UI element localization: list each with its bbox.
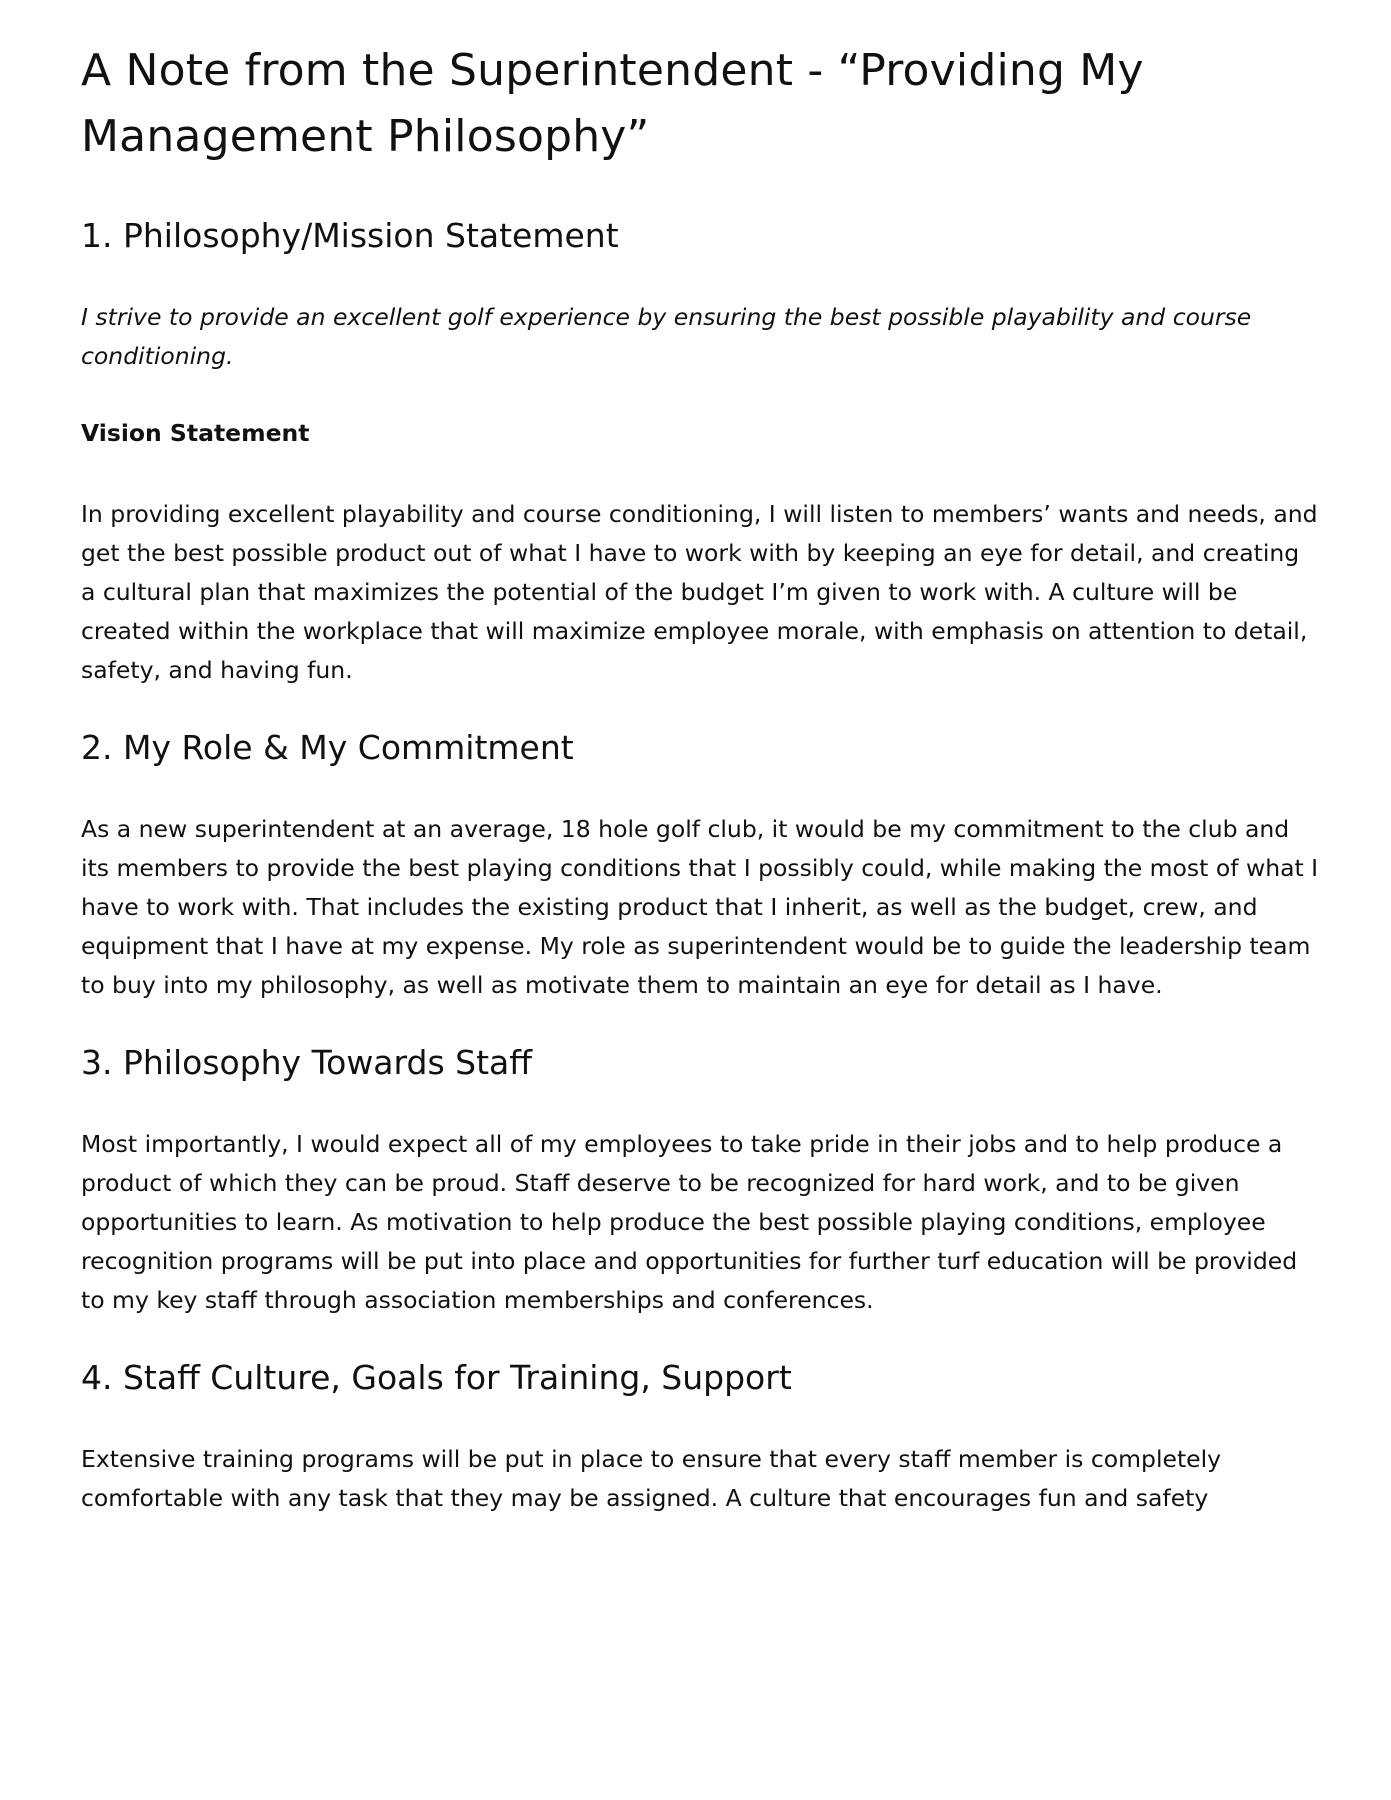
document-title: A Note from the Superintendent - “Providing My Management Philosophy” xyxy=(81,45,1144,162)
vision-statement-heading: Vision Statement xyxy=(81,419,310,447)
vision-statement-text: In providing excellent playability and course conditioning, I will listen to members’ wants and needs, and get the best possible product out of what I have to work with by keeping an eye for detail, and creating a cultural plan that maximizes the potential of the budget I’m given to work with. A culture will be created within the workplace that will maximize employee morale, with emphasis on attention to detail, safety, and having fun. xyxy=(81,500,1318,684)
mission-statement: I strive to provide an excellent golf experience by ensuring the best possible playability and course conditioning. xyxy=(81,303,1252,370)
document-page xyxy=(81,38,1321,1518)
section-staff-culture xyxy=(81,1356,1321,1518)
section-paragraph: Most importantly, I would expect all of my employees to take pride in their jobs and to help produce a product of which they can be proud. Staff deserve to be recognized for hard work, and to be given opportunities to learn. As motivation to help produce the best possible playing conditions, employee recognition programs will be put into place and opportunities for further turf education will be provided to my key staff through association memberships and conferences. xyxy=(81,1130,1298,1314)
section-role-commitment xyxy=(81,726,1321,1005)
section-heading: 2. My Role & My Commitment xyxy=(81,728,574,767)
section-paragraph: Extensive training programs will be put in place to ensure that every staff member is completely comfortable with any task that they may be assigned. A culture that encourages fun and safety xyxy=(81,1445,1222,1512)
section-philosophy-mission xyxy=(81,214,1321,690)
section-heading: 3. Philosophy Towards Staff xyxy=(81,1043,532,1082)
section-philosophy-staff xyxy=(81,1041,1321,1320)
section-heading: 1. Philosophy/Mission Statement xyxy=(81,216,619,255)
section-paragraph: As a new superintendent at an average, 18 hole golf club, it would be my commitment to the club and its members to provide the best playing conditions that I possibly could, while making the most of what I have to work with. That includes the existing product that I inherit, as well as the budget, crew, and equipment that I have at my expense. My role as superintendent would be to guide the leadership team to buy into my philosophy, as well as motivate them to maintain an eye for detail as I have. xyxy=(81,815,1319,999)
section-heading: 4. Staff Culture, Goals for Training, Support xyxy=(81,1358,792,1397)
